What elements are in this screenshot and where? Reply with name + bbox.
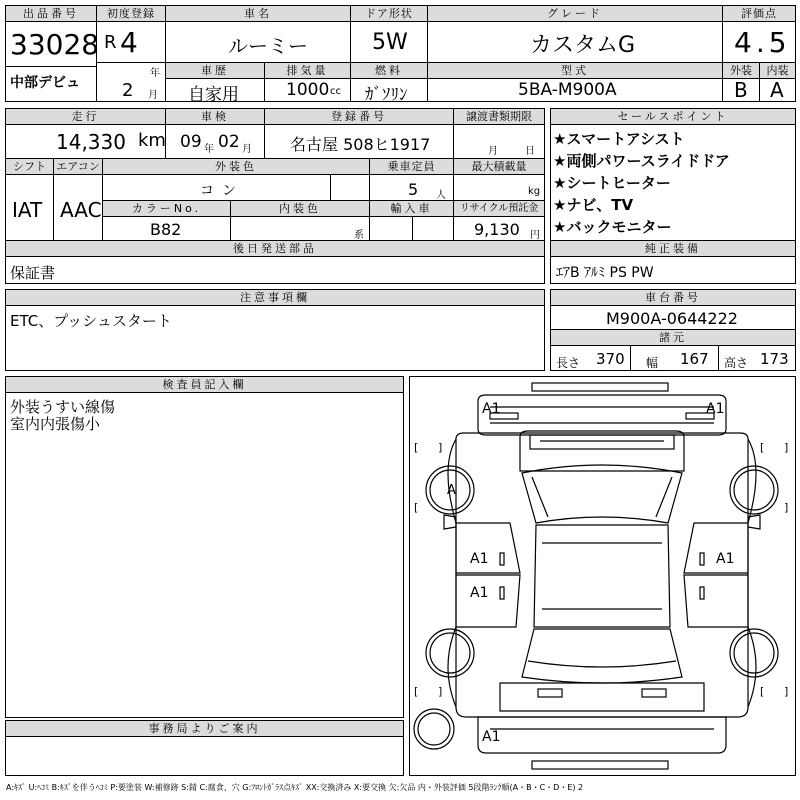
import-label: 輸入車 [370,201,453,217]
later-parts-label: 後日発送部品 [6,241,544,257]
length-label: 長さ [556,356,581,370]
mileage-value: 14,330 [56,130,126,154]
equipment-value: ｴｱB ｱﾙﾐ PS PW [556,265,654,281]
sales-point-item: ★バックモニター [553,218,672,236]
mileage-label: 走行 [6,109,165,125]
month-value: 2 [122,80,134,101]
reg-value: 名古屋 508ヒ1917 [290,135,431,154]
capacity-unit: 人 [436,190,446,201]
transfer-month: 月 [488,146,498,157]
mark-front-right: A1 [706,401,725,417]
car-diagram-section [409,376,796,776]
recycle-unit: 円 [530,230,540,241]
capacity-value: 5 [408,180,419,199]
svg-text:]: ] [784,441,789,454]
era-prefix: R [104,32,117,53]
car-diagram [410,377,795,775]
exterior-value: B [734,78,748,102]
height-label: 高さ [724,356,749,370]
inspection-label: 車検 [166,109,264,125]
inspector-line-2: 室内内張傷小 [10,415,101,433]
svg-text:[: [ [760,685,765,698]
door-value: 5W [372,30,408,55]
int-color-label: 内装色 [231,201,369,217]
svg-text:]: ] [438,685,443,698]
recycle-value: 9,130 [474,220,520,239]
shift-value: IAT [12,198,43,222]
venue-label: 中部デビュ [10,75,80,91]
legend-footer: A:ｷｽﾞ U:ﾍｺﾐ B:ｷｽﾞを伴うﾍｺﾐ P:要塗装 W:補修跡 S:錆 C:腐食、穴 G:ﾌﾛﾝﾄｶﾞﾗｽ点ｷｽﾞ XX:交換済み X:要交換 欠:欠品 内・外装評価 5段階ﾗﾝｸ順(A・B・C・D・E) 2 [6,783,584,792]
inspector-label: 検査員記入欄 [6,377,403,393]
model-value: 5BA-M900A [518,80,617,100]
shift-label: シフト [6,159,53,175]
svg-text:]: ] [784,685,789,698]
width-value: 167 [680,350,709,368]
mark-door-rear-left: A1 [470,585,489,601]
grade-label: グレード [428,6,722,22]
lot-label: 出品番号 [6,6,96,22]
sales-point-item: ★ナビ、TV [553,196,634,214]
color-no-value: B82 [150,220,182,239]
load-label: 最大積載量 [454,159,544,175]
chassis-value: M900A-0644222 [606,309,738,328]
notes-label: 注意事項欄 [6,290,544,306]
svg-text:[: [ [760,441,765,454]
chassis-label: 車台番号 [551,290,795,306]
svg-text:[: [ [414,441,419,454]
mark-rear: A1 [482,729,501,745]
interior-value: A [770,78,784,102]
transfer-label: 譲渡書類期限 [454,109,544,125]
insp-month-unit: 月 [242,144,252,155]
office-label: 事務局よりご案内 [6,721,403,737]
fuel-label: 燃料 [351,63,427,79]
car-name-label: 車名 [166,6,350,22]
exterior-label: 外装 [723,63,759,79]
load-unit: kg [528,186,541,197]
svg-text:[: [ [414,501,419,514]
notes-value: ETC、プッシュスタート [10,312,172,330]
inspector-line-1: 外装うすい線傷 [10,398,116,416]
equipment-label: 純正装備 [551,241,795,257]
door-label: ドア形状 [351,6,427,22]
reg-label: 登録番号 [265,109,453,125]
ac-label: エアコン [54,159,102,175]
sales-point-item: ★シートヒーター [553,174,671,192]
mark-door-front-left: A1 [470,551,489,567]
mileage-unit: km [138,130,166,151]
capacity-label: 乗車定員 [370,159,453,175]
insp-month: 02 [218,132,240,152]
history-label: 車歴 [166,63,264,79]
int-color-unit: 系 [354,230,364,241]
insp-year-unit: 年 [204,144,214,155]
month-unit: 月 [148,90,158,101]
insp-year: 09 [180,132,202,152]
score-value: 4.5 [734,26,791,59]
history-value: 自家用 [188,85,239,105]
spec-label: 諸元 [551,330,795,346]
svg-text:]: ] [438,441,443,454]
mark-wheel-front-left: A [447,483,456,498]
car-name: ルーミー [228,34,308,58]
year-unit: 年 [150,68,160,79]
displacement-unit: cc [330,86,341,97]
model-label: 型式 [428,63,722,79]
interior-label: 内装 [760,63,795,79]
sales-point-item: ★両側パワースライドドア [553,152,730,170]
mark-front-left: A1 [482,401,501,417]
sales-points-label: セールスポイント [551,109,795,125]
fuel-value: ｶﾞｿﾘﾝ [365,85,408,105]
later-parts-value: 保証書 [10,264,56,282]
svg-text:[: [ [414,685,419,698]
lot-number: 33028 [10,28,100,61]
ext-color-value: コン [200,183,244,199]
ext-color-label: 外装色 [103,159,369,175]
transfer-day: 日 [525,146,535,157]
score-label: 評価点 [723,6,795,22]
sales-point-item: ★スマートアシスト [553,130,685,148]
svg-text:]: ] [784,501,789,514]
height-value: 173 [760,350,789,368]
first-reg-label: 初度登録 [97,6,165,22]
color-no-label: カラーNo. [103,201,230,217]
grade-value: カスタムG [530,33,636,58]
recycle-label: リサイクル預託金 [454,201,544,217]
length-value: 370 [596,350,625,368]
displacement-value: 1000 [286,80,330,100]
mark-door-front-right: A1 [716,551,735,567]
displacement-label: 排気量 [265,63,350,79]
year-value: 4 [120,26,138,59]
ac-value: AAC [60,198,102,222]
width-label: 幅 [646,356,659,370]
